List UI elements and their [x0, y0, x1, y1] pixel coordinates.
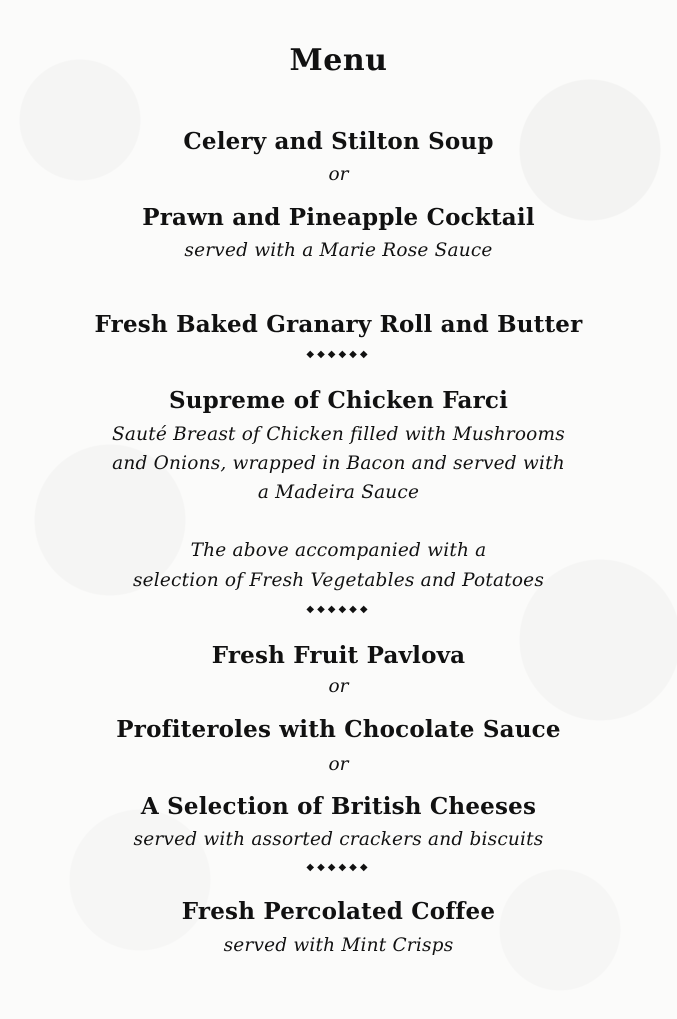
dessert-option-2: Profiteroles with Chocolate Sauce [116, 716, 561, 743]
starter-option-2: Prawn and Pineapple Cocktail [142, 204, 535, 231]
or-divider: or [328, 164, 349, 185]
course-separator: ◆◆◆◆◆◆ [306, 349, 371, 360]
main-course-description-line: and Onions, wrapped in Bacon and served with [112, 453, 565, 474]
coffee-course-name: Fresh Percolated Coffee [181, 898, 496, 925]
or-divider: or [328, 676, 349, 697]
accompaniments-line: selection of Fresh Vegetables and Potatoes [132, 570, 545, 591]
or-divider: or [328, 754, 349, 775]
main-course-description-line: Sauté Breast of Chicken filled with Mushrooms [112, 424, 565, 445]
dessert-option-3: A Selection of British Cheeses [140, 793, 537, 820]
course-separator: ◆◆◆◆◆◆ [306, 862, 371, 873]
coffee-course-description: served with Mint Crisps [223, 935, 454, 956]
course-separator: ◆◆◆◆◆◆ [306, 604, 371, 615]
menu-title: Menu [289, 43, 388, 78]
starter-option-2-description: served with a Marie Rose Sauce [184, 240, 493, 261]
main-course-name: Supreme of Chicken Farci [168, 387, 509, 414]
dessert-option-3-description: served with assorted crackers and biscuits [133, 829, 544, 850]
main-course-description-line: a Madeira Sauce [257, 482, 420, 503]
accompaniments-line: The above accompanied with a [190, 540, 487, 561]
dessert-option-1: Fresh Fruit Pavlova [211, 642, 466, 669]
bread-course: Fresh Baked Granary Roll and Butter [94, 311, 583, 338]
starter-option-1: Celery and Stilton Soup [183, 128, 494, 155]
